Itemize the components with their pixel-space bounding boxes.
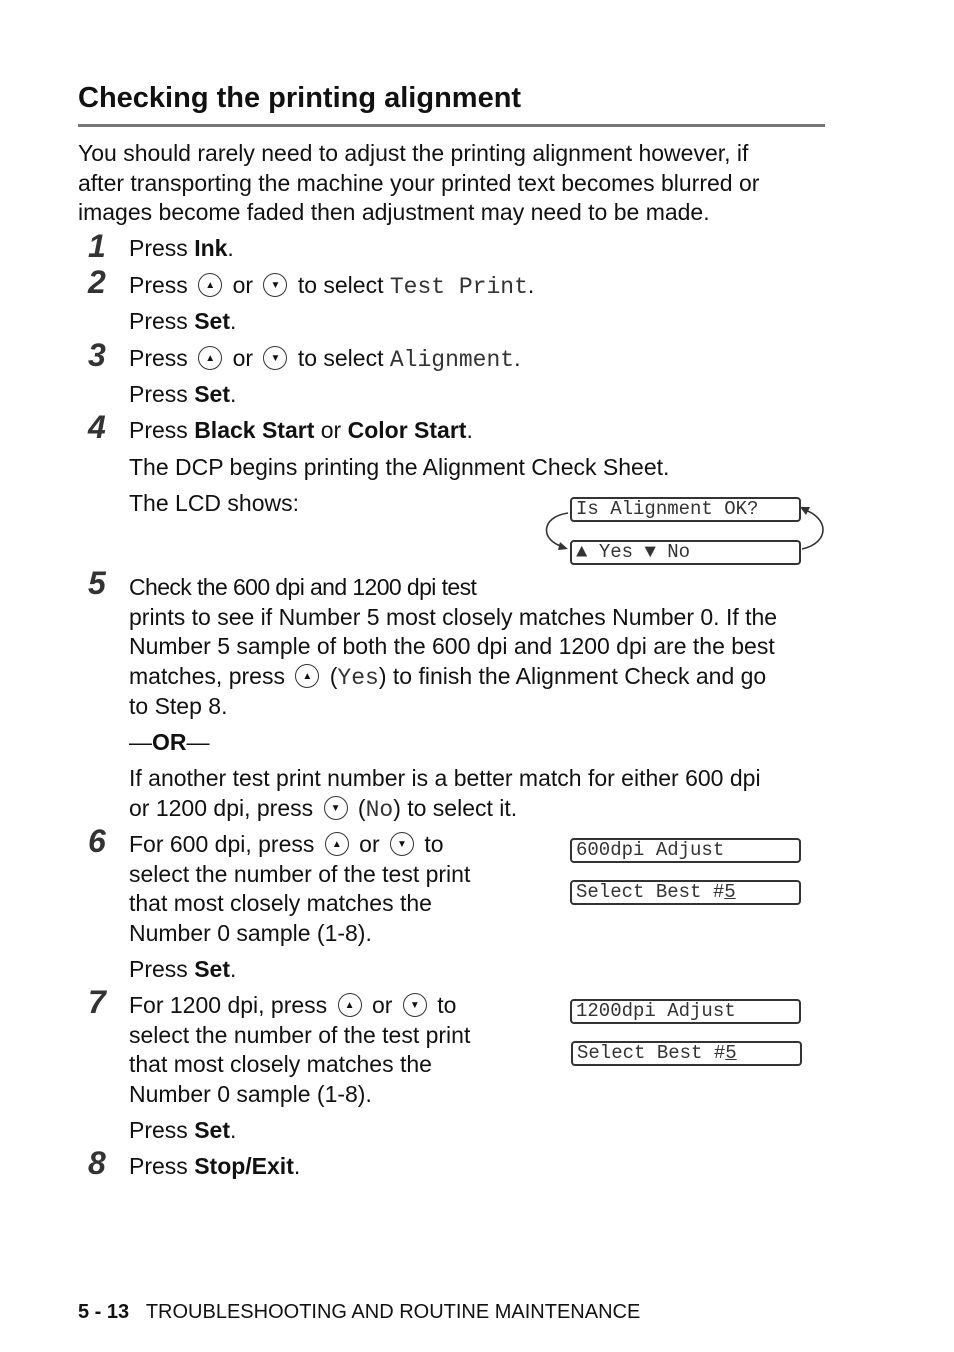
step-number: 1 [88,228,106,264]
punct: . [229,956,237,982]
lcd-scroll-arrows-icon [540,505,830,557]
text-to: to [424,831,444,857]
menu-no: No [365,797,394,823]
or-word: OR [152,729,187,755]
up-arrow-button-icon: ▲ [325,832,349,856]
text-to: to [437,992,457,1018]
punct: ( [329,663,338,689]
lcd-1200dpi-line-2 [571,1041,802,1066]
dash: — [186,729,210,755]
step-8-text [129,1152,300,1182]
lcd-600dpi-line-2 [570,880,801,905]
text-press: Press [129,308,188,334]
step-4-line-3: The LCD shows: [129,490,300,516]
lcd-value: 5 [725,1042,737,1064]
step-3-line-2 [129,380,236,410]
stop-exit-key: Stop/Exit [194,1153,294,1179]
lcd-line-1: Is Alignment OK? [570,497,801,522]
step-number: 7 [88,984,106,1020]
step-6-line-5 [129,955,236,985]
lcd-text: Select Best # [577,1042,726,1064]
step-number: 8 [88,1145,106,1181]
text-press: Press [129,235,188,261]
text-press: Press [129,417,188,443]
text-press: Press [129,345,188,371]
page-number: 5 - 13 [78,1301,130,1323]
text-press: Press [129,1153,188,1179]
page-footer [78,1301,640,1324]
step-5-line-2: prints to see if Number 5 most closely matches Number 0. If the [129,604,778,630]
up-arrow-button-icon: ▲ [338,993,362,1017]
title-rule [78,124,825,127]
step-number: 3 [88,337,106,373]
step-number: 4 [88,409,106,445]
lcd-up-arrow-icon: ▲ [576,541,588,563]
black-start-key: Black Start [194,417,315,443]
down-arrow-button-icon: ▼ [403,993,427,1017]
menu-yes: Yes [337,665,379,691]
step-6-line-3: that most closely matches the [129,890,432,916]
text-or: or [320,417,342,443]
punct: . [293,1153,301,1179]
set-key: Set [194,381,230,407]
text-press: Press [129,1117,188,1143]
step-5-line-3: Number 5 sample of both the 600 dpi and 1200 dpi are the best [129,633,775,659]
step-5-line-7 [129,794,517,826]
set-key: Set [194,308,230,334]
menu-alignment: Alignment [389,347,515,373]
down-arrow-button-icon: ▼ [263,273,287,297]
punct: . [514,345,521,371]
color-start-key: Color Start [347,417,467,443]
text: ) to select it. [393,795,518,821]
page-title: Checking the printing alignment [78,82,522,114]
lcd-no: No [667,541,691,563]
lcd-text: Select Best # [576,881,725,903]
up-arrow-button-icon: ▲ [295,664,319,688]
menu-test-print: Test Print [389,274,528,300]
dash: — [129,729,152,755]
step-number: 2 [88,264,106,300]
text-or: or [371,992,393,1018]
step-3-line-1 [129,344,520,376]
text-press: Press [129,381,188,407]
punct: . [527,272,535,298]
punct: . [229,381,237,407]
up-arrow-button-icon: ▲ [198,346,222,370]
text-press: Press [129,272,188,298]
intro-paragraph [78,139,759,228]
step-7-line-1 [129,991,456,1021]
text: ) to finish the Alignment Check and go [378,663,767,689]
text-press: Press [129,956,188,982]
step-7-line-5 [129,1116,236,1146]
lcd-1200dpi-line-1: 1200dpi Adjust [570,999,801,1024]
set-key: Set [194,1117,230,1143]
step-5-line-1: Check the 600 dpi and 1200 dpi test [129,574,477,600]
intro-line: images become faded then adjustment may need to be made. [78,199,710,225]
step-4-line-2: The DCP begins printing the Alignment Check Sheet. [129,454,670,480]
up-arrow-button-icon: ▲ [198,273,222,297]
set-key: Set [194,956,230,982]
text: For 1200 dpi, press [129,992,328,1018]
punct: . [229,308,237,334]
lcd-yes: Yes [598,541,634,563]
punct: . [227,235,234,261]
intro-line: You should rarely need to adjust the printing alignment however, if [78,140,749,166]
down-arrow-button-icon: ▼ [324,796,348,820]
down-arrow-button-icon: ▼ [390,832,414,856]
lcd-600dpi-line-1: 600dpi Adjust [570,838,801,863]
text-to-select: to select [297,272,384,298]
text-or: or [232,345,254,371]
ink-key: Ink [194,235,228,261]
step-4-line-1 [129,416,473,446]
step-5-line-5: to Step 8. [129,693,228,719]
section-name: TROUBLESHOOTING AND ROUTINE MAINTENANCE [145,1301,641,1323]
text-or: or [359,831,380,857]
down-arrow-button-icon: ▼ [263,346,287,370]
intro-line: after transporting the machine your printed text becomes blurred or [78,169,760,196]
step-7-line-2: select the number of the test print [129,1022,471,1048]
step-1-text [129,234,234,264]
punct: ( [357,795,366,821]
lcd-value: 5 [724,881,736,903]
punct: . [466,417,473,443]
text-or: or [232,272,254,298]
step-2-line-1 [129,271,534,303]
text-to-select: to select [297,345,384,371]
step-6-line-1 [129,830,444,860]
step-number: 5 [88,565,106,601]
step-5-line-6: If another test print number is a better match for either 600 dpi [129,765,761,791]
step-7-line-3: that most closely matches the [129,1051,432,1077]
step-2-line-2 [129,307,236,337]
or-separator [129,728,210,758]
lcd-down-arrow-icon: ▼ [644,541,656,563]
step-number: 6 [88,823,106,859]
step-6-line-2: select the number of the test print [129,861,471,887]
text: or 1200 dpi, press [129,795,314,821]
step-5-line-4 [129,662,766,694]
step-6-line-4: Number 0 sample (1-8). [129,920,372,946]
text: matches, press [129,663,285,689]
step-7-line-4: Number 0 sample (1-8). [129,1081,372,1107]
punct: . [229,1117,237,1143]
text: For 600 dpi, press [129,831,315,857]
